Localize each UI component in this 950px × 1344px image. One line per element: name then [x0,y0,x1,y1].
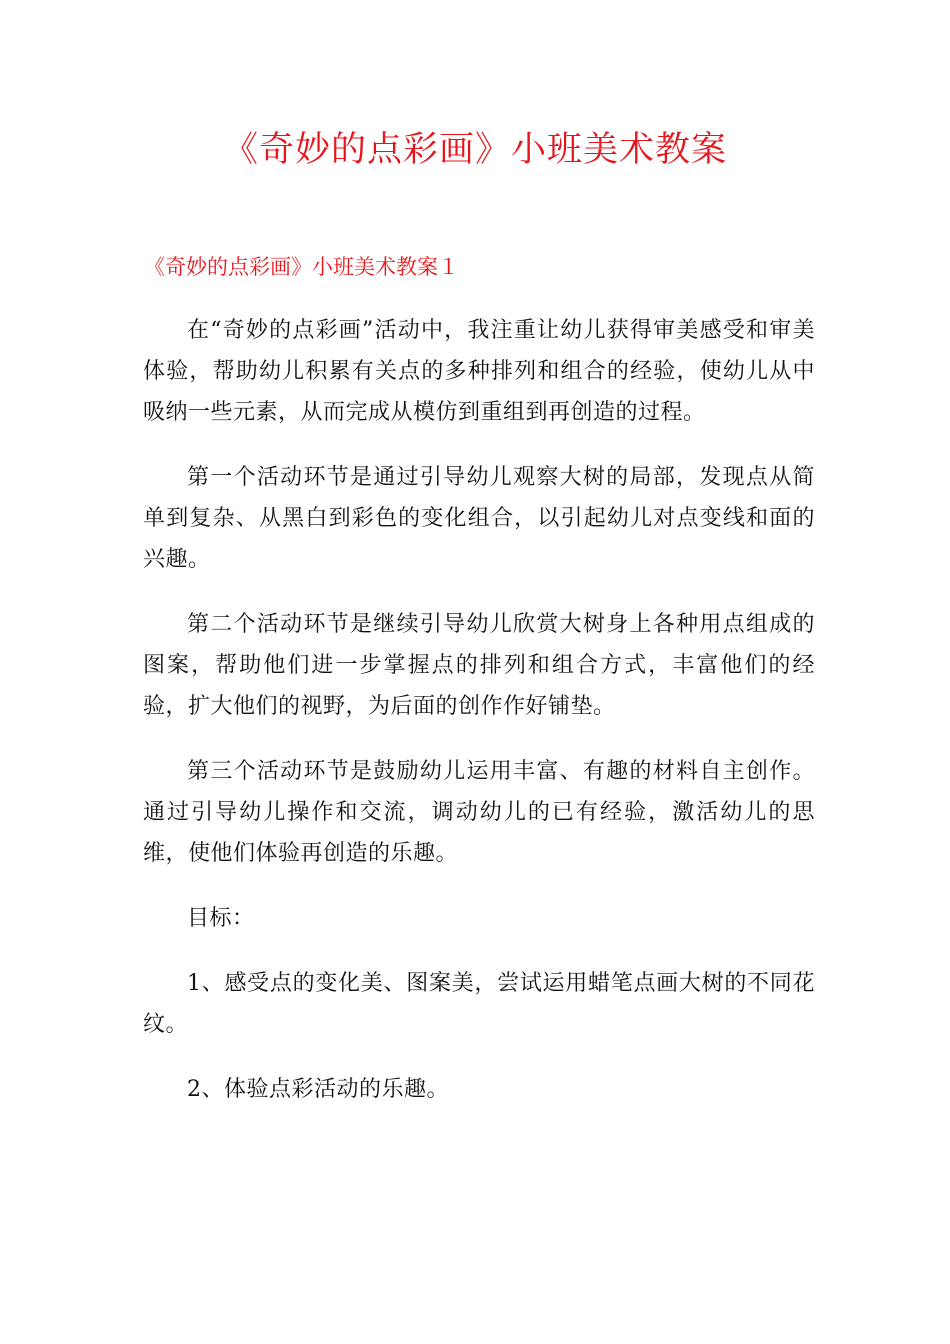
goal-item-2: 2、体验点彩活动的乐趣。 [187,1077,449,1102]
paragraph-step-two: 第二个活动环节是继续引导幼儿欣赏大树身上各种用点组成的图案，帮助他们进一步掌握点的排列和组合方式，丰富他们的经验，扩大他们的视野，为后面的创作作好铺垫。 [143,612,815,719]
document-title: 《奇妙的点彩画》小班美术教案 [222,130,727,170]
section-heading: 《奇妙的点彩画》小班美术教案１ [144,255,459,279]
goals-heading: 目标： [187,906,255,931]
paragraph-step-one: 第一个活动环节是通过引导幼儿观察大树的局部，发现点从简单到复杂、从黑白到彩色的变化组合，以引起幼儿对点变线和面的兴趣。 [143,465,815,572]
paragraph-step-three: 第三个活动环节是鼓励幼儿运用丰富、有趣的材料自主创作。通过引导幼儿操作和交流，调动幼儿的已有经验，激活幼儿的思维，使他们体验再创造的乐趣。 [143,759,815,866]
paragraph-intro: 在“奇妙的点彩画”活动中，我注重让幼儿获得审美感受和审美体验，帮助幼儿积累有关点的多种排列和组合的经验，使幼儿从中吸纳一些元素，从而完成从模仿到重组到再创造的过程。 [143,318,815,425]
goal-item-1: 1、感受点的变化美、图案美，尝试运用蜡笔点画大树的不同花纹。 [143,971,815,1037]
document-body [143,310,815,1134]
